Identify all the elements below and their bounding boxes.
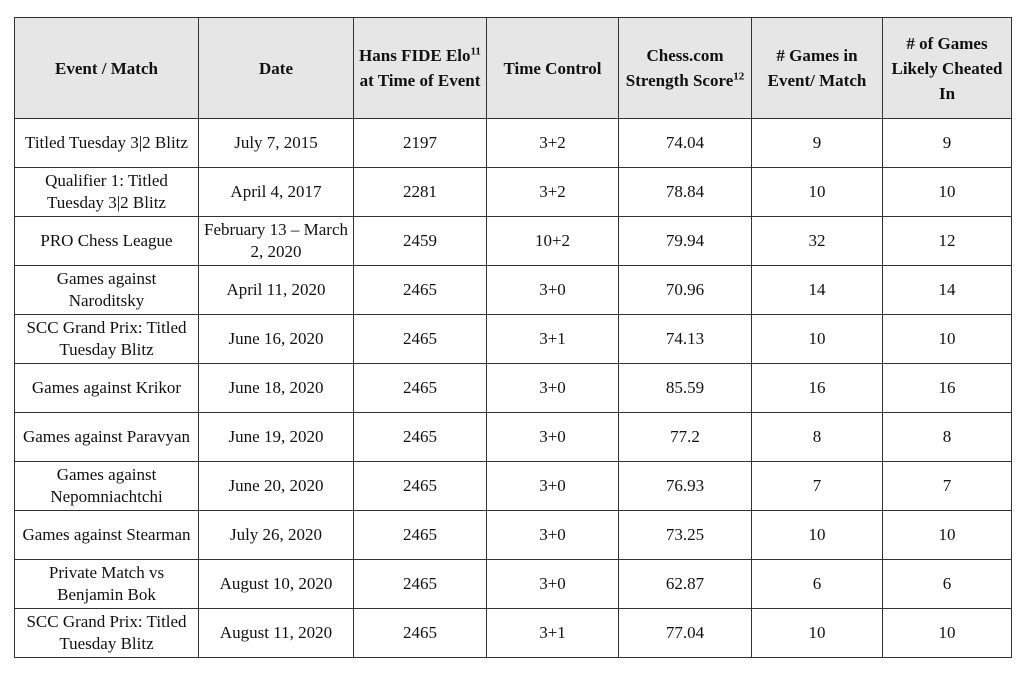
cell-cheated-count: 7 [883, 462, 1012, 511]
footnote-marker: 12 [733, 70, 745, 83]
table-row [15, 462, 1012, 511]
cell-cheated-count: 12 [883, 217, 1012, 266]
cell-cheated-count: 10 [883, 609, 1012, 658]
cell-elo: 2465 [354, 266, 487, 315]
cell-games-count: 14 [752, 266, 883, 315]
cell-games-count: 10 [752, 168, 883, 217]
cell-games-count: 10 [752, 511, 883, 560]
cell-strength-score: 70.96 [619, 266, 752, 315]
cell-date: February 13 – March 2, 2020 [199, 217, 354, 266]
cell-time-control: 3+2 [487, 119, 619, 168]
cell-date: July 7, 2015 [199, 119, 354, 168]
cell-event: PRO Chess League [15, 217, 199, 266]
cell-elo: 2281 [354, 168, 487, 217]
cell-games-count: 8 [752, 413, 883, 462]
cell-games-count: 7 [752, 462, 883, 511]
cell-event: Private Match vs Benjamin Bok [15, 560, 199, 609]
cell-elo: 2465 [354, 511, 487, 560]
cell-time-control: 3+0 [487, 266, 619, 315]
cell-strength-score: 77.2 [619, 413, 752, 462]
cell-time-control: 3+1 [487, 315, 619, 364]
cheating-games-table [14, 17, 1012, 658]
header-cheated-count: # of Games Likely Cheated In [883, 18, 1012, 119]
cell-time-control: 3+0 [487, 364, 619, 413]
cell-cheated-count: 8 [883, 413, 1012, 462]
cell-time-control: 3+0 [487, 413, 619, 462]
table-row [15, 266, 1012, 315]
cell-cheated-count: 10 [883, 511, 1012, 560]
document-page [14, 17, 1012, 658]
cell-date: August 10, 2020 [199, 560, 354, 609]
table-row [15, 364, 1012, 413]
cell-date: July 26, 2020 [199, 511, 354, 560]
cell-date: April 4, 2017 [199, 168, 354, 217]
header-time-control: Time Control [487, 18, 619, 119]
header-date: Date [199, 18, 354, 119]
cell-games-count: 9 [752, 119, 883, 168]
cell-strength-score: 77.04 [619, 609, 752, 658]
cell-date: June 20, 2020 [199, 462, 354, 511]
cell-cheated-count: 14 [883, 266, 1012, 315]
cell-elo: 2197 [354, 119, 487, 168]
cell-date: June 16, 2020 [199, 315, 354, 364]
cell-elo: 2459 [354, 217, 487, 266]
table-row [15, 413, 1012, 462]
cell-games-count: 10 [752, 609, 883, 658]
cell-event: Titled Tuesday 3|2 Blitz [15, 119, 199, 168]
cell-cheated-count: 6 [883, 560, 1012, 609]
cell-event: Games against Stearman [15, 511, 199, 560]
cell-event: Games against Naroditsky [15, 266, 199, 315]
cell-cheated-count: 16 [883, 364, 1012, 413]
cell-elo: 2465 [354, 462, 487, 511]
cell-strength-score: 78.84 [619, 168, 752, 217]
table-row [15, 315, 1012, 364]
cell-strength-score: 79.94 [619, 217, 752, 266]
table-row [15, 168, 1012, 217]
cell-elo: 2465 [354, 364, 487, 413]
header-strength-score: Chess.com Strength Score$^{12}$ [619, 18, 752, 119]
cell-date: April 11, 2020 [199, 266, 354, 315]
cell-time-control: 3+0 [487, 560, 619, 609]
cell-event: Games against Paravyan [15, 413, 199, 462]
cell-date: June 19, 2020 [199, 413, 354, 462]
cell-cheated-count: 10 [883, 168, 1012, 217]
cell-event: SCC Grand Prix: Titled Tuesday Blitz [15, 315, 199, 364]
table-row [15, 560, 1012, 609]
cell-time-control: 3+2 [487, 168, 619, 217]
cell-games-count: 6 [752, 560, 883, 609]
cell-time-control: 3+0 [487, 511, 619, 560]
table-header-row [15, 18, 1012, 119]
table-row [15, 217, 1012, 266]
cell-strength-score: 62.87 [619, 560, 752, 609]
cell-cheated-count: 10 [883, 315, 1012, 364]
cell-strength-score: 73.25 [619, 511, 752, 560]
cell-date: June 18, 2020 [199, 364, 354, 413]
cell-event: SCC Grand Prix: Titled Tuesday Blitz [15, 609, 199, 658]
cell-event: Qualifier 1: Titled Tuesday 3|2 Blitz [15, 168, 199, 217]
header-event: Event / Match [15, 18, 199, 119]
table-row [15, 609, 1012, 658]
cell-strength-score: 74.13 [619, 315, 752, 364]
cell-games-count: 10 [752, 315, 883, 364]
table-row [15, 119, 1012, 168]
cell-date: August 11, 2020 [199, 609, 354, 658]
cell-time-control: 3+1 [487, 609, 619, 658]
cell-strength-score: 74.04 [619, 119, 752, 168]
table-body [15, 119, 1012, 658]
header-games-count: # Games in Event/ Match [752, 18, 883, 119]
cell-time-control: 3+0 [487, 462, 619, 511]
cell-strength-score: 85.59 [619, 364, 752, 413]
cell-time-control: 10+2 [487, 217, 619, 266]
cell-cheated-count: 9 [883, 119, 1012, 168]
cell-games-count: 16 [752, 364, 883, 413]
cell-elo: 2465 [354, 315, 487, 364]
cell-games-count: 32 [752, 217, 883, 266]
cell-event: Games against Krikor [15, 364, 199, 413]
cell-elo: 2465 [354, 560, 487, 609]
table-row [15, 511, 1012, 560]
cell-elo: 2465 [354, 609, 487, 658]
cell-elo: 2465 [354, 413, 487, 462]
cell-strength-score: 76.93 [619, 462, 752, 511]
footnote-marker: 11 [470, 45, 481, 58]
cell-event: Games against Nepomniachtchi [15, 462, 199, 511]
header-elo: Hans FIDE Elo$^{11}$ at Time of Event [354, 18, 487, 119]
